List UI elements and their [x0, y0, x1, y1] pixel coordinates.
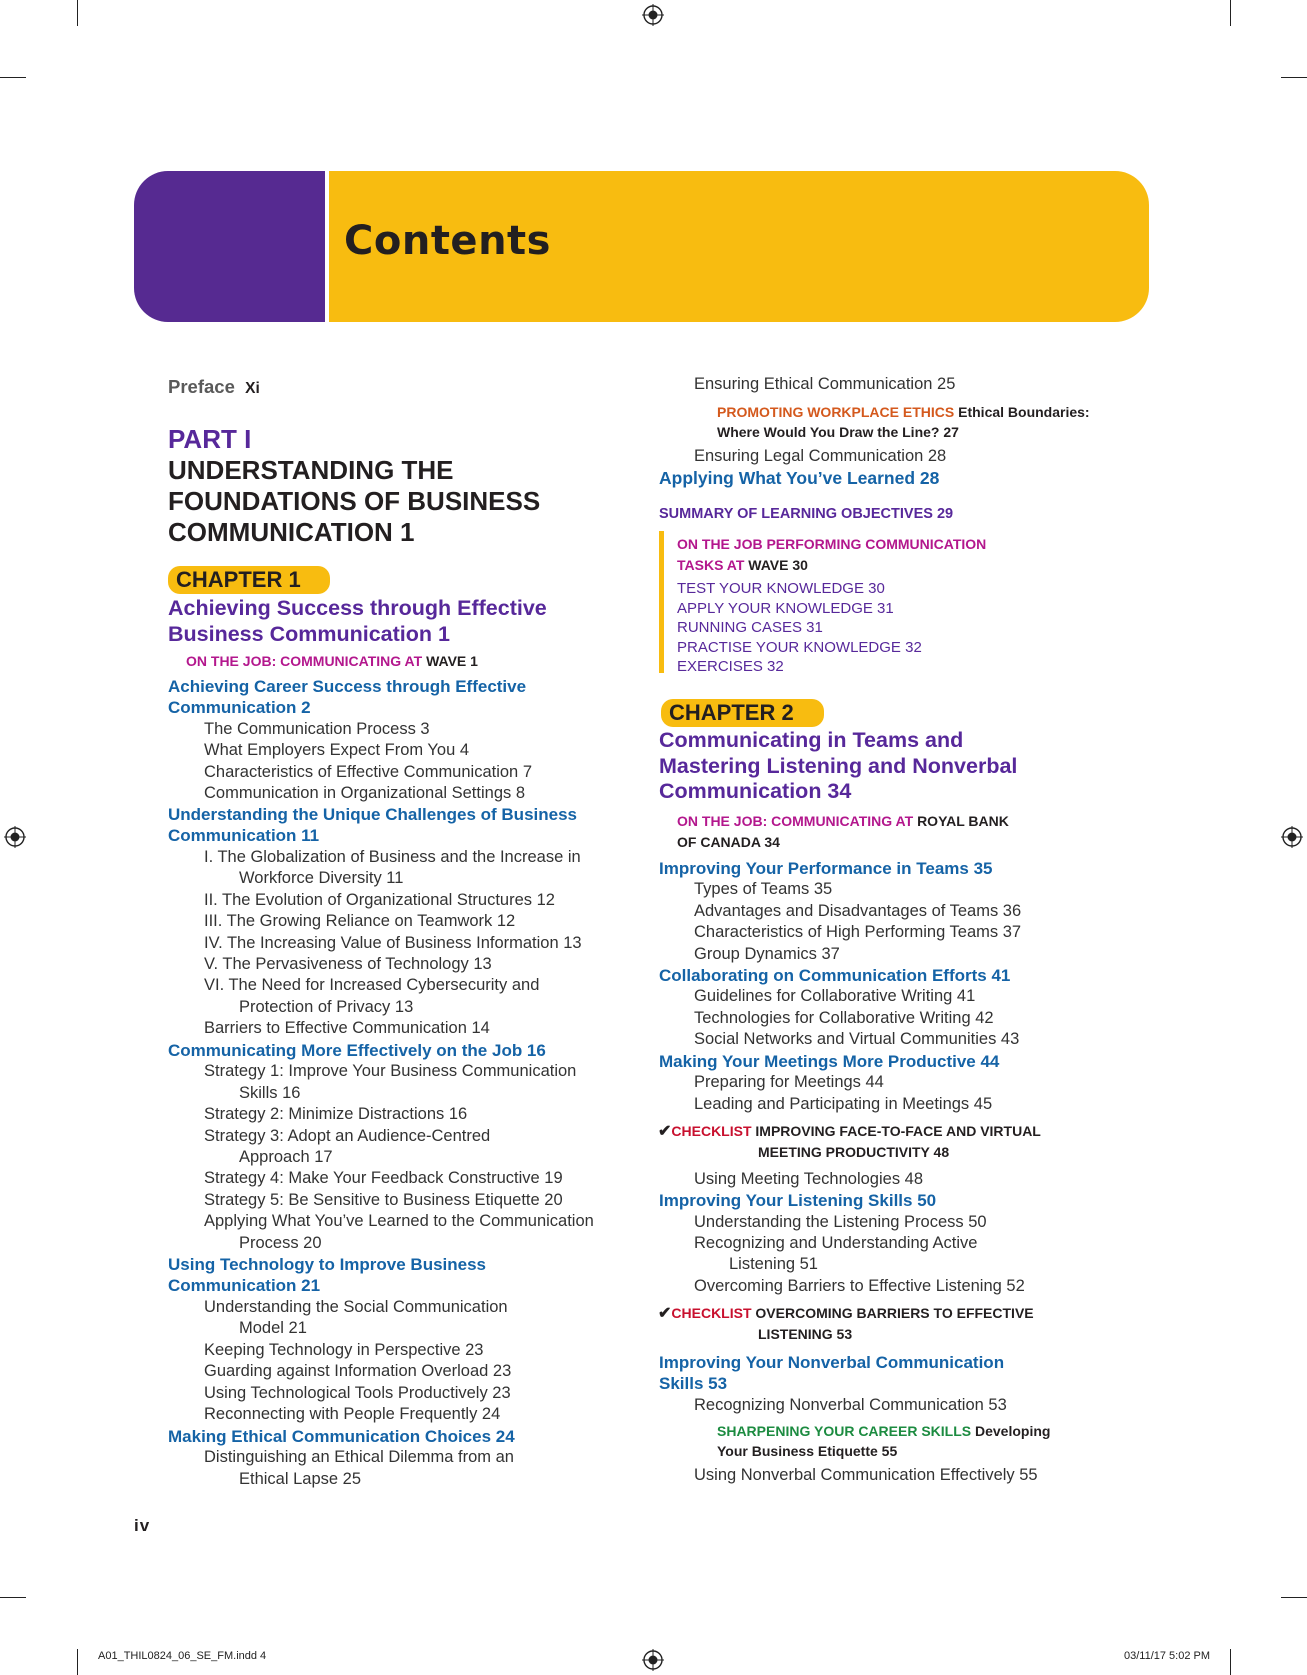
toc-section[interactable]: Collaborating on Communication Efforts 41	[659, 966, 1011, 985]
toc-entry[interactable]: Overcoming Barriers to Effective Listening 52	[694, 1277, 1025, 1295]
toc-entry[interactable]: V. The Pervasiveness of Technology 13	[204, 955, 492, 973]
review-accent-bar	[659, 531, 664, 673]
checklist-title: IMPROVING FACE-TO-FACE AND VIRTUAL	[755, 1123, 1041, 1139]
career-feature-title: Your Business Etiquette 55	[717, 1443, 898, 1459]
toc-entry[interactable]: Understanding the Listening Process 50	[694, 1213, 987, 1231]
toc-section[interactable]: Communication 2	[168, 698, 311, 717]
toc-entry[interactable]: I. The Globalization of Business and the Increase in	[204, 848, 581, 866]
toc-section[interactable]: Making Ethical Communication Choices 24	[168, 1427, 515, 1446]
toc-section[interactable]: Applying What You’ve Learned 28	[659, 468, 940, 488]
toc-entry[interactable]: Model 21	[239, 1319, 307, 1337]
toc-entry[interactable]: Group Dynamics 37	[694, 945, 840, 963]
review-item[interactable]: TEST YOUR KNOWLEDGE 30	[677, 580, 885, 597]
checklist-title: OVERCOMING BARRIERS TO EFFECTIVE	[755, 1305, 1034, 1321]
toc-section[interactable]: Achieving Career Success through Effective	[168, 677, 527, 696]
review-item[interactable]: APPLY YOUR KNOWLEDGE 31	[677, 599, 894, 617]
toc-entry[interactable]: Distinguishing an Ethical Dilemma from an	[204, 1448, 514, 1466]
toc-entry[interactable]: VI. The Need for Increased Cybersecurity and	[204, 976, 540, 994]
on-the-job-entry[interactable]	[677, 811, 1009, 853]
toc-section[interactable]: Understanding the Unique Challenges of Business	[168, 805, 577, 824]
crop-mark	[1230, 0, 1231, 26]
footer-date-slug: 03/11/17 5:02 PM	[1124, 1650, 1211, 1662]
chapter-2-title[interactable]	[659, 728, 1017, 805]
ethics-feature-title: Where Would You Draw the Line? 27	[717, 424, 959, 440]
footer-file-slug: A01_THIL0824_06_SE_FM.indd 4	[98, 1650, 267, 1662]
on-the-job-company: ROYAL BANK	[917, 813, 1009, 829]
on-the-job-label: TASKS AT	[677, 557, 749, 573]
toc-entry[interactable]: Skills 16	[239, 1084, 301, 1102]
toc-entry[interactable]: Characteristics of Effective Communication 7	[204, 763, 532, 781]
banner-purple-block	[134, 171, 325, 322]
on-the-job-review-entry[interactable]	[677, 534, 986, 576]
checklist-entry[interactable]	[658, 1303, 1034, 1345]
on-the-job-entry[interactable]	[186, 653, 478, 669]
preface-entry[interactable]	[168, 376, 260, 398]
checkmark-icon: ✔	[658, 1305, 672, 1322]
checklist-title: LISTENING 53	[758, 1326, 853, 1342]
chapter-1-title[interactable]	[168, 595, 547, 647]
toc-entry[interactable]: Ensuring Ethical Communication 25	[694, 375, 956, 393]
toc-entry[interactable]: Barriers to Effective Communication 14	[204, 1019, 490, 1037]
preface-label: Preface	[168, 376, 235, 397]
crop-mark	[1230, 1649, 1231, 1675]
part-title-line: UNDERSTANDING THE	[168, 455, 454, 485]
review-list	[677, 579, 922, 677]
checklist-label: CHECKLIST	[671, 1305, 756, 1321]
toc-entry[interactable]: Leading and Participating in Meetings 45	[694, 1095, 993, 1113]
toc-section[interactable]: Improving Your Listening Skills 50	[659, 1191, 937, 1210]
crop-mark	[1281, 1597, 1307, 1598]
career-feature-entry[interactable]	[717, 1421, 1050, 1461]
career-feature-title: Developing	[975, 1423, 1051, 1439]
toc-entry[interactable]: Technologies for Collaborative Writing 42	[694, 1009, 994, 1027]
toc-entry[interactable]: Strategy 5: Be Sensitive to Business Etiquette 20	[204, 1191, 563, 1209]
crop-mark	[1281, 77, 1307, 78]
chapter-title-line: Achieving Success through Effective	[168, 596, 547, 620]
crop-mark	[0, 77, 26, 78]
toc-entry[interactable]: Using Meeting Technologies 48	[694, 1170, 924, 1188]
toc-entry[interactable]: Recognizing and Understanding Active	[694, 1234, 978, 1252]
toc-entry[interactable]: Advantages and Disadvantages of Teams 36	[694, 902, 1022, 920]
crop-mark	[0, 1597, 26, 1598]
chapter-title-line: Communicating in Teams and	[659, 728, 964, 752]
toc-entry[interactable]: IV. The Increasing Value of Business Information 13	[204, 934, 582, 952]
chapter-title-line: Business Communication 1	[168, 622, 450, 646]
part-title[interactable]	[168, 455, 540, 548]
toc-section[interactable]: Communicating More Effectively on the Job 16	[168, 1041, 546, 1060]
page-number: iv	[134, 1516, 151, 1535]
review-item[interactable]: PRACTISE YOUR KNOWLEDGE 32	[677, 638, 922, 656]
toc-entry[interactable]: Characteristics of High Performing Teams 37	[694, 923, 1022, 941]
on-the-job-company: WAVE 30	[748, 557, 808, 573]
toc-entry[interactable]: Guidelines for Collaborative Writing 41	[694, 987, 976, 1005]
toc-entry[interactable]: Using Nonverbal Communication Effectively 55	[694, 1466, 1038, 1484]
review-item[interactable]: RUNNING CASES 31	[677, 619, 823, 636]
toc-entry[interactable]: Listening 51	[729, 1255, 818, 1273]
toc-entry[interactable]: Strategy 4: Make Your Feedback Constructive 19	[204, 1169, 563, 1187]
toc-section[interactable]: Improving Your Performance in Teams 35	[659, 859, 993, 878]
toc-entry[interactable]: Understanding the Social Communication	[204, 1298, 508, 1316]
toc-entry[interactable]: The Communication Process 3	[204, 720, 430, 738]
toc-entry[interactable]: Ethical Lapse 25	[239, 1470, 362, 1488]
toc-entry[interactable]: Applying What You’ve Learned to the Communication	[204, 1212, 594, 1230]
toc-entry[interactable]: Workforce Diversity 11	[239, 869, 404, 887]
on-the-job-label: ON THE JOB: COMMUNICATING AT	[186, 653, 427, 669]
toc-section[interactable]: Improving Your Nonverbal Communication	[659, 1353, 1005, 1372]
toc-entry[interactable]: Guarding against Information Overload 23	[204, 1362, 512, 1380]
toc-entry[interactable]: Reconnecting with People Frequently 24	[204, 1405, 501, 1423]
ethics-feature-title: Ethical Boundaries:	[958, 404, 1090, 420]
checkmark-icon: ✔	[658, 1123, 672, 1140]
toc-section[interactable]: Skills 53	[659, 1374, 728, 1393]
registration-mark-icon	[642, 1649, 664, 1671]
chapter-title-line: Communication 34	[659, 779, 852, 803]
ethics-feature-label: PROMOTING WORKPLACE ETHICS	[717, 404, 959, 420]
summary-entry[interactable]: SUMMARY OF LEARNING OBJECTIVES 29	[659, 506, 954, 522]
crop-mark	[77, 0, 78, 26]
career-feature-label: SHARPENING YOUR CAREER SKILLS	[717, 1423, 975, 1439]
ethics-feature-entry[interactable]	[717, 402, 1090, 442]
preface-page: Xi	[245, 380, 260, 397]
on-the-job-company: WAVE 1	[426, 653, 478, 669]
toc-section[interactable]: Communication 21	[168, 1276, 321, 1295]
toc-entry[interactable]: Ensuring Legal Communication 28	[694, 447, 947, 465]
checklist-title: MEETING PRODUCTIVITY 48	[758, 1144, 950, 1160]
toc-entry[interactable]: Strategy 3: Adopt an Audience-Centred	[204, 1127, 491, 1145]
toc-entry[interactable]: Types of Teams 35	[694, 880, 833, 898]
part-title-line: FOUNDATIONS OF BUSINESS	[168, 486, 541, 516]
toc-section[interactable]: Using Technology to Improve Business	[168, 1255, 487, 1274]
toc-entry[interactable]: Using Technological Tools Productively 23	[204, 1384, 511, 1402]
checklist-entry[interactable]	[658, 1121, 1041, 1163]
toc-entry[interactable]: What Employers Expect From You 4	[204, 741, 470, 759]
toc-entry[interactable]: Keeping Technology in Perspective 23	[204, 1341, 484, 1359]
review-item[interactable]: EXERCISES 32	[677, 658, 784, 675]
toc-entry[interactable]: Process 20	[239, 1234, 322, 1252]
toc-entry[interactable]: Strategy 1: Improve Your Business Communication	[204, 1062, 577, 1080]
toc-entry[interactable]: Protection of Privacy 13	[239, 998, 414, 1016]
toc-entry[interactable]: II. The Evolution of Organizational Structures 12	[204, 891, 555, 909]
page-title: Contents	[344, 218, 551, 264]
toc-entry[interactable]: Social Networks and Virtual Communities 43	[694, 1030, 1020, 1048]
chapter-1-label: CHAPTER 1	[168, 566, 330, 594]
on-the-job-company: OF CANADA 34	[677, 834, 780, 850]
toc-section[interactable]: Communication 11	[168, 826, 320, 845]
on-the-job-label: ON THE JOB PERFORMING COMMUNICATION	[677, 536, 987, 552]
checklist-label: CHECKLIST	[671, 1123, 756, 1139]
crop-mark	[77, 1649, 78, 1675]
on-the-job-label: ON THE JOB: COMMUNICATING AT	[677, 813, 918, 829]
registration-mark-icon	[642, 4, 664, 26]
toc-entry[interactable]: Recognizing Nonverbal Communication 53	[694, 1396, 1007, 1414]
toc-entry[interactable]: Approach 17	[239, 1148, 333, 1166]
toc-entry[interactable]: Communication in Organizational Settings 8	[204, 784, 526, 802]
registration-mark-icon	[1281, 826, 1303, 848]
part-label: PART I	[168, 424, 252, 454]
chapter-title-line: Mastering Listening and Nonverbal	[659, 753, 1018, 778]
toc-entry[interactable]: III. The Growing Reliance on Teamwork 12	[204, 912, 516, 930]
toc-section[interactable]: Making Your Meetings More Productive 44	[659, 1052, 1000, 1071]
toc-entry[interactable]: Strategy 2: Minimize Distractions 16	[204, 1105, 468, 1123]
toc-entry[interactable]: Preparing for Meetings 44	[694, 1073, 884, 1091]
registration-mark-icon	[4, 826, 26, 848]
chapter-2-label: CHAPTER 2	[661, 699, 824, 727]
part-title-line: COMMUNICATION 1	[168, 517, 415, 547]
